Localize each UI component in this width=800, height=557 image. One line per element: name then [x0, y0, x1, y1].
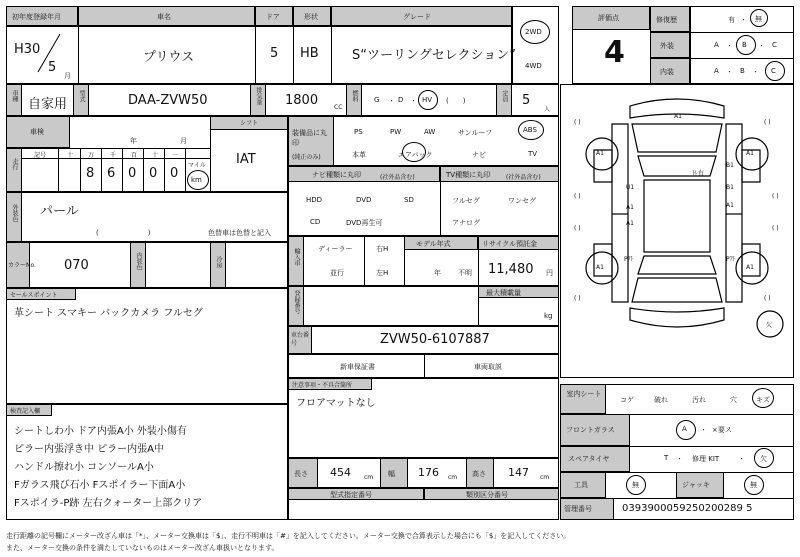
- svg-text:( ): ( ): [574, 119, 581, 126]
- colorno-frame: [6, 242, 288, 288]
- equip-pw: PW: [390, 128, 402, 136]
- score-label: 評価点: [598, 14, 619, 22]
- mark-spare: 欠: [766, 322, 773, 329]
- mark-front-bumper: A1: [674, 113, 682, 120]
- sales-value: 革シート スマキー バックカメラ フルセグ: [14, 308, 203, 319]
- mileage-divider: [122, 148, 123, 192]
- glass-a: A: [682, 425, 687, 433]
- shift-label: シフト: [240, 120, 259, 127]
- exterior-c: C: [772, 41, 777, 49]
- mileage-d0: 8: [86, 166, 95, 181]
- spare-dot: ・: [676, 455, 683, 463]
- mark-right-door-front: B1: [726, 184, 734, 191]
- navi-cd: CD: [310, 218, 321, 226]
- tv-label: TV種類に丸印: [446, 171, 491, 179]
- record-line-4: Fスポイラ-P跡 左右クォーター上部クリア: [14, 498, 203, 509]
- model-year-label: モデル年式: [416, 240, 451, 248]
- tv-analog: アナログ: [452, 219, 480, 227]
- seat-label: 室内シート: [566, 390, 602, 398]
- header-grade-label: グレード: [403, 13, 431, 21]
- mileage-h1: 十: [67, 152, 74, 159]
- svg-text:( ): ( ): [772, 193, 779, 200]
- mgmt-label: 管理番号: [564, 505, 592, 513]
- mileage-h5: 十: [152, 152, 159, 159]
- color-paren: ( ): [96, 229, 151, 237]
- inspect-year: 年: [130, 137, 137, 145]
- color-note: 色替車は色替と記入: [208, 229, 271, 237]
- mileage-h6: 一: [172, 152, 179, 159]
- inspect-label: 車検: [30, 128, 44, 136]
- mileage-d4: 0: [170, 166, 179, 181]
- mileage-divider: [185, 148, 186, 192]
- height-label: 高さ: [472, 470, 486, 478]
- equip-airbag: エアバック: [398, 151, 433, 159]
- import-parallel: 並行: [330, 269, 344, 277]
- mileage-divider: [164, 148, 165, 192]
- svg-text:( ): ( ): [764, 119, 771, 126]
- shape-value: HB: [300, 46, 319, 61]
- use-label: 車種: [11, 90, 18, 102]
- svg-text:( ): ( ): [764, 295, 771, 302]
- navi-divider: [440, 166, 441, 236]
- drive-2wd: 2WD: [525, 28, 542, 36]
- width-label: 幅: [388, 470, 395, 478]
- mileage-label: 走行: [11, 158, 18, 170]
- capacity-label: 定員: [501, 90, 508, 102]
- repair-label: 修復歴: [656, 16, 677, 24]
- equip-tv: TV: [528, 150, 538, 158]
- repair-yes: 有: [728, 16, 735, 24]
- notes-value: フロアマットなし: [296, 398, 376, 409]
- mileage-h3: 千: [110, 152, 117, 159]
- mark-left-door-rear: A1: [626, 204, 634, 211]
- repair-no: 無: [755, 15, 762, 23]
- glass-dot: ・: [700, 426, 707, 434]
- fuel-dot2: ・: [410, 97, 417, 105]
- mark-left-front-wheel: A1: [596, 150, 604, 157]
- width-value: 176: [418, 466, 439, 479]
- spare-t: T: [664, 454, 669, 462]
- exterior-dot: ・: [758, 42, 765, 50]
- fuel-hv: HV: [422, 96, 433, 104]
- navi-label: ナビ種類に丸印: [312, 171, 361, 179]
- equip-ps: PS: [354, 128, 363, 136]
- interior-b: B: [740, 67, 745, 75]
- import-label: 輸入車: [293, 248, 300, 266]
- car-name-value: プリウス: [143, 50, 195, 65]
- tools-label: 工具: [574, 481, 588, 489]
- interior-dot: ・: [726, 68, 733, 76]
- warranty-new: 新車保証書: [340, 363, 375, 371]
- inspect-divider: [6, 148, 210, 149]
- fuel-label: 燃料: [351, 90, 358, 102]
- interior-dot: ・: [752, 68, 759, 76]
- import-divider: [364, 236, 365, 286]
- mileage-d1: 6: [107, 166, 116, 181]
- mark-left-rear-p: Pｱﾄ: [624, 256, 634, 263]
- row1-divider: [293, 26, 294, 84]
- seat-ana: 穴: [730, 396, 737, 404]
- record-line-2: ハンドル擦れ小 コンソールA小: [14, 462, 154, 473]
- seat-yabure: 破れ: [654, 396, 668, 404]
- interior-color-label: 内装色: [135, 252, 142, 270]
- first-reg-year: H30: [14, 42, 41, 57]
- exterior-label: 外装: [660, 42, 674, 50]
- mileage-h2: 万: [88, 152, 95, 159]
- navi-dvd-play: DVD再生可: [346, 219, 383, 227]
- capacity-unit: 人: [544, 106, 551, 113]
- tools-value: 無: [632, 481, 639, 489]
- mileage-h4: 百: [131, 152, 138, 159]
- mark-right-rear-p: Pｱﾄ: [726, 256, 736, 263]
- fuel-g: G: [374, 96, 380, 104]
- chassis-label: 車台番号: [291, 332, 310, 347]
- mileage-d3: 0: [149, 166, 158, 181]
- jack-label: ジャッキ: [682, 481, 710, 489]
- model-value: DAA-ZVW50: [128, 93, 208, 108]
- seat-head: [560, 384, 606, 414]
- equip-navi: ナビ: [472, 151, 486, 159]
- reg-label: 登録番号: [293, 290, 300, 314]
- record-line-3: Fガラス飛び石小 Fスポイラー下面A小: [14, 480, 186, 491]
- import-right: 右H: [376, 245, 389, 253]
- length-value: 454: [330, 466, 351, 479]
- svg-text:( ): ( ): [574, 225, 581, 232]
- width-cm: cm: [448, 474, 458, 481]
- exterior-dot: ・: [726, 42, 733, 50]
- warranty-manual: 車両取説: [474, 363, 502, 371]
- spare-label: スペアタイヤ: [568, 455, 610, 463]
- model-year-year: 年: [434, 269, 441, 277]
- header-first-reg-label: 初年度登録年月: [12, 13, 61, 21]
- cold-label: 冷房: [215, 256, 222, 268]
- interior-label: 内装: [660, 68, 674, 76]
- mark-roof-right: ﾄﾚ右: [692, 170, 705, 177]
- seat-koge: コゲ: [620, 396, 634, 404]
- recycle-label: リサイクル預託金: [482, 240, 538, 248]
- use-value: 自家用: [28, 97, 68, 112]
- equip-abs: ABS: [523, 126, 537, 134]
- inspect-month: 月: [180, 137, 187, 145]
- load-divider: [478, 286, 479, 326]
- mark-left-door-front: U1: [626, 184, 635, 191]
- capacity-value: 5: [522, 93, 531, 108]
- type-label: 型式指定番号: [330, 491, 372, 499]
- equip-sub: (純正のみ): [292, 154, 321, 161]
- sales-label: セールスポイント: [10, 292, 58, 299]
- fuel-dot1: ・: [388, 97, 395, 105]
- svg-text:( ): ( ): [772, 225, 779, 232]
- colorno-label: カラーNo.: [8, 262, 36, 269]
- header-door-label: ドア: [266, 13, 280, 21]
- mark-right-fender: B1: [726, 162, 734, 169]
- row1-divider: [331, 26, 332, 84]
- svg-text:( ): ( ): [574, 295, 581, 302]
- mileage-divider: [101, 148, 102, 192]
- score-value: 4: [604, 35, 625, 70]
- first-reg-month: 5: [48, 60, 57, 75]
- import-left: 左H: [376, 269, 389, 277]
- spare-kit: 修理 KIT: [692, 455, 720, 463]
- header-drive-cell: [512, 6, 559, 84]
- mileage-unit: km: [191, 176, 202, 184]
- seat-kizu: キズ: [756, 396, 770, 404]
- footer-line1: 走行距離の記号欄にメーター改ざん車は「*」、メーター交換車は「$」、走行不明車は「#」を記入してください。メーター交換で合算表示した場合にも「$」を記入してください。: [6, 532, 571, 540]
- row1-divider: [78, 26, 79, 84]
- tv-label-sub: (社外品含む): [506, 174, 541, 181]
- fuel-paren: ( ): [446, 97, 466, 105]
- height-value: 147: [508, 466, 529, 479]
- svg-text:( ): ( ): [574, 193, 581, 200]
- colorno-value: 070: [64, 258, 89, 273]
- equip-leather: 本革: [352, 151, 366, 159]
- height-cm: cm: [540, 474, 550, 481]
- exterior-a: A: [714, 41, 719, 49]
- record-line-0: シートしわ小 ドア内張A小 外装小傷有: [14, 426, 187, 437]
- navi-hdd: HDD: [306, 196, 323, 204]
- fuel-d: D: [398, 96, 404, 104]
- tv-fullseg: フルセグ: [452, 197, 480, 205]
- equip-aw: AW: [424, 128, 436, 136]
- car-diagram: [560, 84, 794, 378]
- spare-dot2: ・: [738, 455, 745, 463]
- color-label: 外装色: [11, 204, 18, 222]
- chassis-value: ZVW50-6107887: [380, 332, 490, 347]
- repair-dot: ・: [740, 16, 747, 24]
- seat-yogore: 汚れ: [692, 396, 706, 404]
- header-car-name-label: 車名: [157, 13, 171, 21]
- displacement-label: 排気量: [255, 87, 262, 105]
- displacement-cc: CC: [334, 104, 343, 111]
- mileage-head: [6, 148, 22, 192]
- navi-head: [288, 166, 440, 182]
- displacement-value: 1800: [285, 93, 319, 108]
- mark-right-door-rear: A1: [726, 202, 734, 209]
- spare-none: 欠: [760, 455, 767, 463]
- equip-label: 装備品に丸印: [292, 129, 327, 147]
- recycle-yen: 円: [546, 269, 553, 277]
- warranty-divider: [424, 354, 425, 378]
- notes-label: 注意事項・不具合箇所: [292, 382, 353, 389]
- grade-value: S“ツーリングセレクション”: [352, 48, 516, 63]
- record-label: 検査記入欄: [10, 408, 41, 415]
- footer-line2: また、メーター交換の条件を満たしていないものはメーター改ざん車扱いとなります。: [6, 544, 279, 552]
- model-label: 型式: [78, 90, 85, 102]
- notes-frame: [288, 378, 559, 458]
- interior-a: A: [714, 67, 719, 75]
- class-label: 類別区分番号: [466, 491, 508, 499]
- first-reg-month-unit: 月: [64, 72, 71, 80]
- import-dealer: ディーラー: [318, 245, 353, 253]
- recycle-value: 11,480: [488, 262, 534, 277]
- exterior-b: B: [742, 41, 747, 49]
- shift-value: IAT: [236, 152, 256, 167]
- interior-c: C: [771, 67, 776, 75]
- jack-value: 無: [750, 481, 757, 489]
- mark-left-rear-wheel: A1: [596, 264, 604, 271]
- equip-sunroof: サンルーフ: [458, 129, 493, 137]
- mark-left-quarter: A1: [626, 220, 634, 227]
- max-load-kg: kg: [544, 312, 553, 320]
- mileage-divider: [143, 148, 144, 192]
- header-shape-label: 形状: [304, 13, 318, 21]
- mileage-divider: [58, 148, 59, 192]
- length-cm: cm: [364, 474, 374, 481]
- row1-divider: [255, 26, 256, 84]
- max-load-label: 最大積載量: [486, 289, 521, 297]
- mileage-divider: [80, 148, 81, 192]
- mark-right-front-wheel: A1: [746, 150, 754, 157]
- navi-dvd: DVD: [356, 196, 372, 204]
- model-year-unknown: 不明: [458, 269, 472, 277]
- door-value: 5: [270, 46, 279, 61]
- record-line-1: ピラー内張浮き中 ピラー内張A中: [14, 444, 165, 455]
- navi-label-sub: (社外品含む): [380, 174, 415, 181]
- glass-label: フロントガラス: [566, 426, 615, 434]
- score-divider: [690, 6, 691, 84]
- glass-x: ×要ス: [712, 426, 732, 434]
- mark-right-rear-wheel: A1: [746, 264, 754, 271]
- mileage-unit-label: マイル: [188, 162, 206, 169]
- tv-oneseg: ワンセグ: [508, 197, 536, 205]
- drive-4wd: 4WD: [525, 62, 542, 70]
- navi-sd: SD: [404, 196, 414, 204]
- mgmt-value: 0393900059250200289 5: [622, 503, 753, 514]
- length-label: 長さ: [294, 470, 308, 478]
- color-value: パール: [40, 204, 79, 219]
- mileage-h0: 記号: [34, 152, 47, 159]
- mileage-d2: 0: [128, 166, 137, 181]
